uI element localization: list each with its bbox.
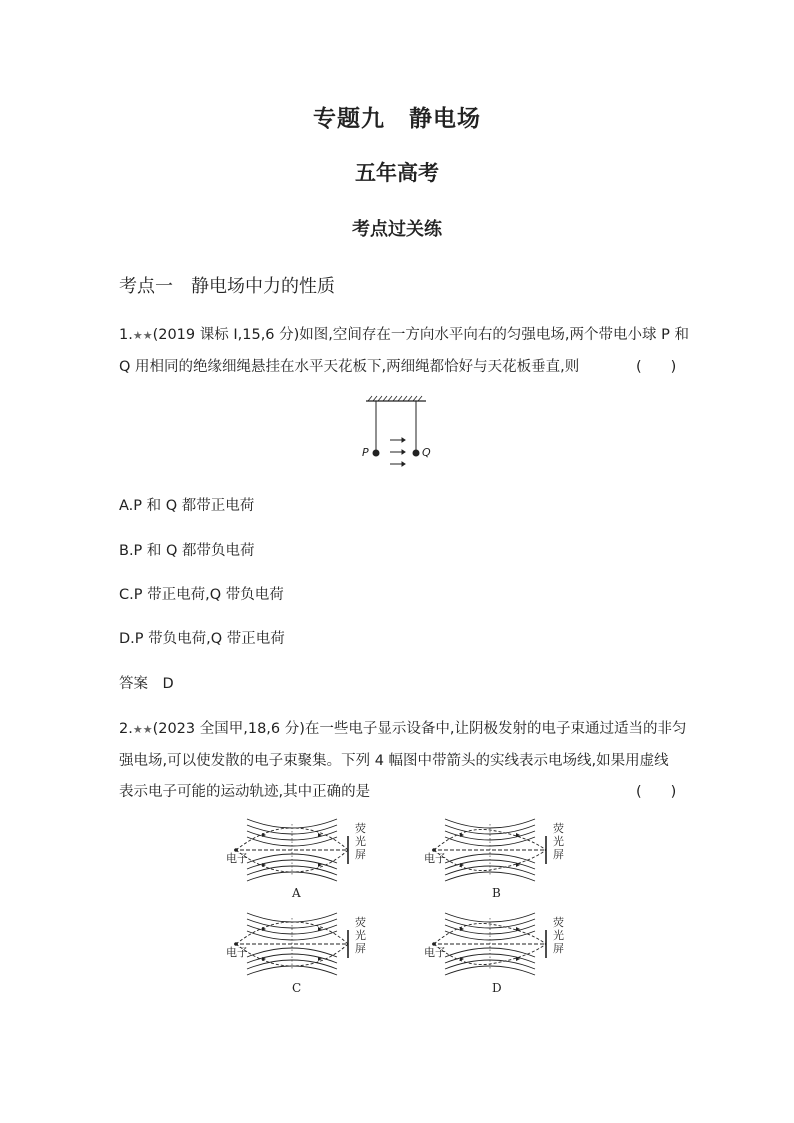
electron-label: 电子	[424, 946, 446, 959]
electron-label: 电子	[226, 946, 248, 959]
screen-label-char: 屏	[553, 942, 564, 955]
screen-label-char: 荧	[553, 916, 564, 929]
q2-figure-b	[422, 818, 572, 882]
q1-source: (2019 课标 Ⅰ,15,6 分)	[152, 327, 300, 343]
screen-label-char: 荧	[553, 822, 564, 835]
caption-c: C	[292, 981, 302, 995]
q1-option-c: C.P 带正电荷,Q 带负电荷	[119, 587, 284, 603]
q1-option-d: D.P 带负电荷,Q 带正电荷	[119, 631, 285, 647]
q1-stem-1: 如图,空间存在一方向水平向右的匀强电场,两个带电小球 P 和	[299, 327, 689, 343]
q1-answer-bracket: ( )	[636, 359, 677, 375]
difficulty-stars-icon: ★★	[132, 723, 153, 736]
q2-line2: 强电场,可以使发散的电子束聚集。下列 4 幅图中带箭头的实线表示电场线,如果用虚线	[119, 753, 669, 769]
q2-source: (2023 全国甲,18,6 分)	[152, 721, 305, 737]
q1-number: 1.	[119, 327, 133, 343]
topic-heading: 考点一 静电场中力的性质	[119, 276, 335, 297]
page-subtitle: 五年高考	[355, 161, 439, 185]
q2-figure-c	[224, 912, 374, 976]
ball-q-icon	[413, 450, 420, 457]
electron-label: 电子	[226, 852, 248, 865]
screen-label-char: 荧	[355, 916, 366, 929]
caption-d: D	[492, 981, 502, 995]
caption-a: A	[292, 886, 301, 900]
difficulty-stars-icon: ★★	[132, 329, 153, 342]
q1-option-b: B.P 和 Q 都带负电荷	[119, 543, 255, 559]
q2-stem-1: 在一些电子显示设备中,让阴极发射的电子束通过适当的非匀	[304, 721, 687, 737]
q1-answer: 答案 D	[119, 676, 174, 692]
screen-label-char: 光	[553, 835, 564, 848]
q2-line1	[119, 717, 687, 738]
q2-figure-d	[422, 912, 572, 976]
page-title: 专题九 静电场	[313, 106, 481, 132]
ball-p-icon	[373, 450, 380, 457]
section-title: 考点过关练	[352, 219, 442, 240]
q2-line3: 表示电子可能的运动轨迹,其中正确的是	[119, 784, 371, 800]
q1-line1	[119, 323, 689, 344]
screen-label-char: 屏	[355, 942, 366, 955]
screen-label-char: 屏	[553, 848, 564, 861]
screen-label-char: 光	[553, 929, 564, 942]
label-p: P	[362, 446, 369, 459]
screen-label-char: 屏	[355, 848, 366, 861]
q1-line2: Q 用相同的绝缘细绳悬挂在水平天花板下,两细绳都恰好与天花板垂直,则	[119, 359, 580, 375]
q1-option-a: A.P 和 Q 都带正电荷	[119, 498, 255, 514]
caption-b: B	[492, 886, 501, 900]
screen-label-char: 光	[355, 929, 366, 942]
screen-label-char: 荧	[355, 822, 366, 835]
q2-answer-bracket: ( )	[636, 784, 677, 800]
screen-label-char: 光	[355, 835, 366, 848]
q2-figure-a	[224, 818, 374, 882]
field-arrows-icon	[390, 438, 405, 466]
q1-figure	[358, 393, 438, 473]
electron-label: 电子	[424, 852, 446, 865]
q2-number: 2.	[119, 721, 133, 737]
label-q: Q	[422, 446, 431, 459]
